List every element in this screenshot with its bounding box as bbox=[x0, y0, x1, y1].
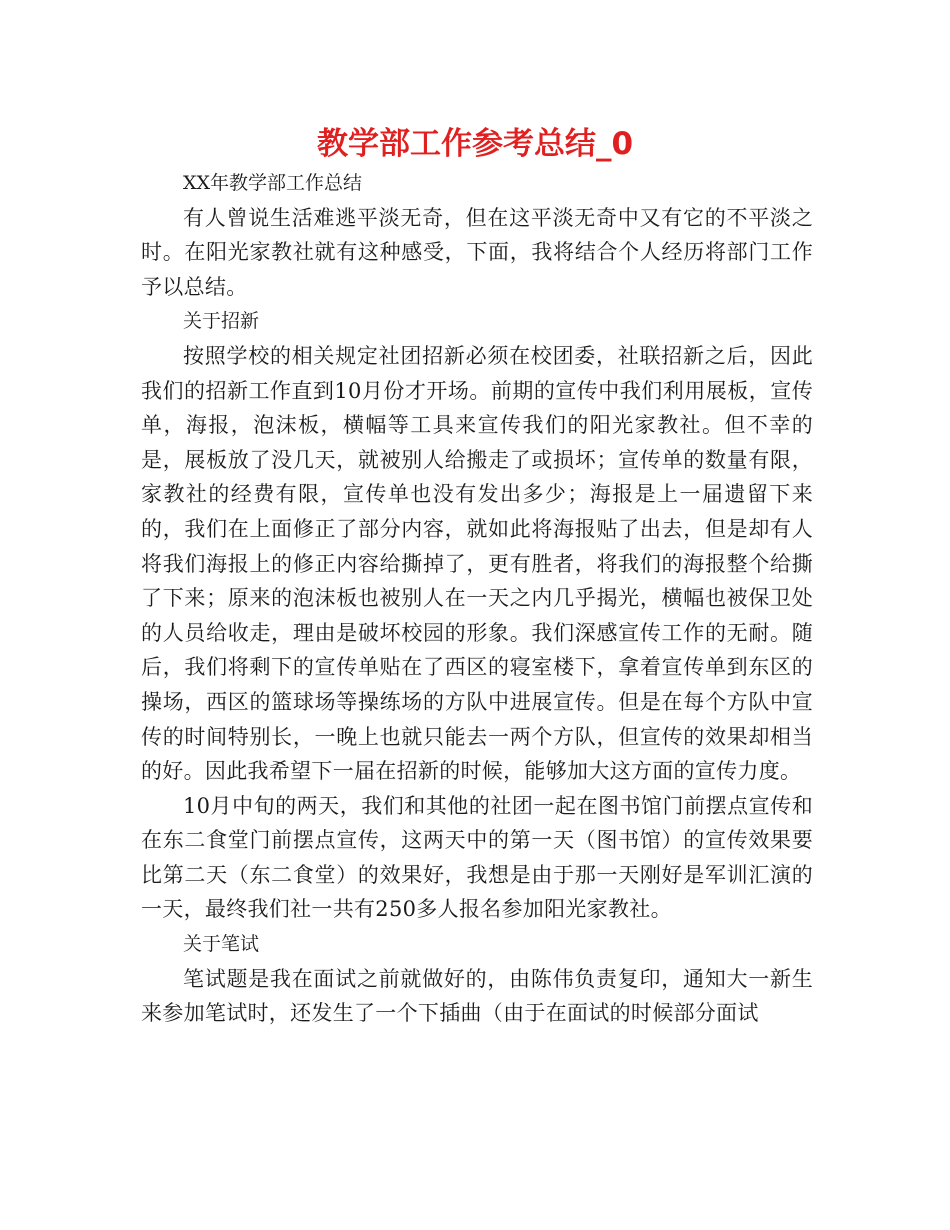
section-heading-written-test: 关于笔试 bbox=[183, 933, 260, 956]
section-heading-recruitment: 关于招新 bbox=[183, 310, 260, 333]
paragraph-intro: 有人曾说生活难逃平淡无奇，但在这平淡无奇中又有它的不平淡之时。在阳光家教社就有这种感受，下面，我将结合个人经历将部门工作予以总结。 bbox=[141, 205, 813, 299]
document-subtitle: XX年教学部工作总结 bbox=[183, 172, 363, 194]
document-body bbox=[141, 166, 813, 1031]
paragraph-written-test: 笔试题是我在面试之前就做好的，由陈伟负责复印，通知大一新生来参加笔试时，还发生了一个下插曲（由于在面试的时候部分面试 bbox=[141, 966, 813, 1026]
document-title: 教学部工作参考总结_0 bbox=[316, 126, 634, 162]
paragraph-recruitment-booth: 10月中旬的两天，我们和其他的社团一起在图书馆门前摆点宣传和在东二食堂门前摆点宣传，这两天中的第一天（图书馆）的宣传效果要比第二天（东二食堂）的效果好，我想是由于那一天刚好是军训汇演的一天，最终我们社一共有250多人报名参加阳光家教社。 bbox=[141, 793, 813, 922]
paragraph-recruitment-promotion: 按照学校的相关规定社团招新必须在校团委，社联招新之后，因此我们的招新工作直到10月份才开场。前期的宣传中我们利用展板，宣传单，海报，泡沫板，横幅等工具来宣传我们的阳光家教社。但不幸的是，展板放了没几天，就被别人给搬走了或损坏；宣传单的数量有限，家教社的经费有限，宣传单也没有发出多少；海报是上一届遗留下来的，我们在上面修正了部分内容，就如此将海报贴了出去，但是却有人将我们海报上的修正内容给撕掉了，更有胜者，将我们的海报整个给撕了下来；原来的泡沫板也被别人在一天之内几乎揭光，横幅也被保卫处的人员给收走，理由是破坏校园的形象。我们深感宣传工作的无耐。随后，我们将剩下的宣传单贴在了西区的寝室楼下，拿着宣传单到东区的操场，西区的篮球场等操练场的方队中进展宣传。但是在每个方队中宣传的时间特别长，一晚上也就只能去一两个方队，但宣传的效果却相当的好。因此我希望下一届在招新的时候，能够加大这方面的宣传力度。 bbox=[141, 343, 813, 784]
